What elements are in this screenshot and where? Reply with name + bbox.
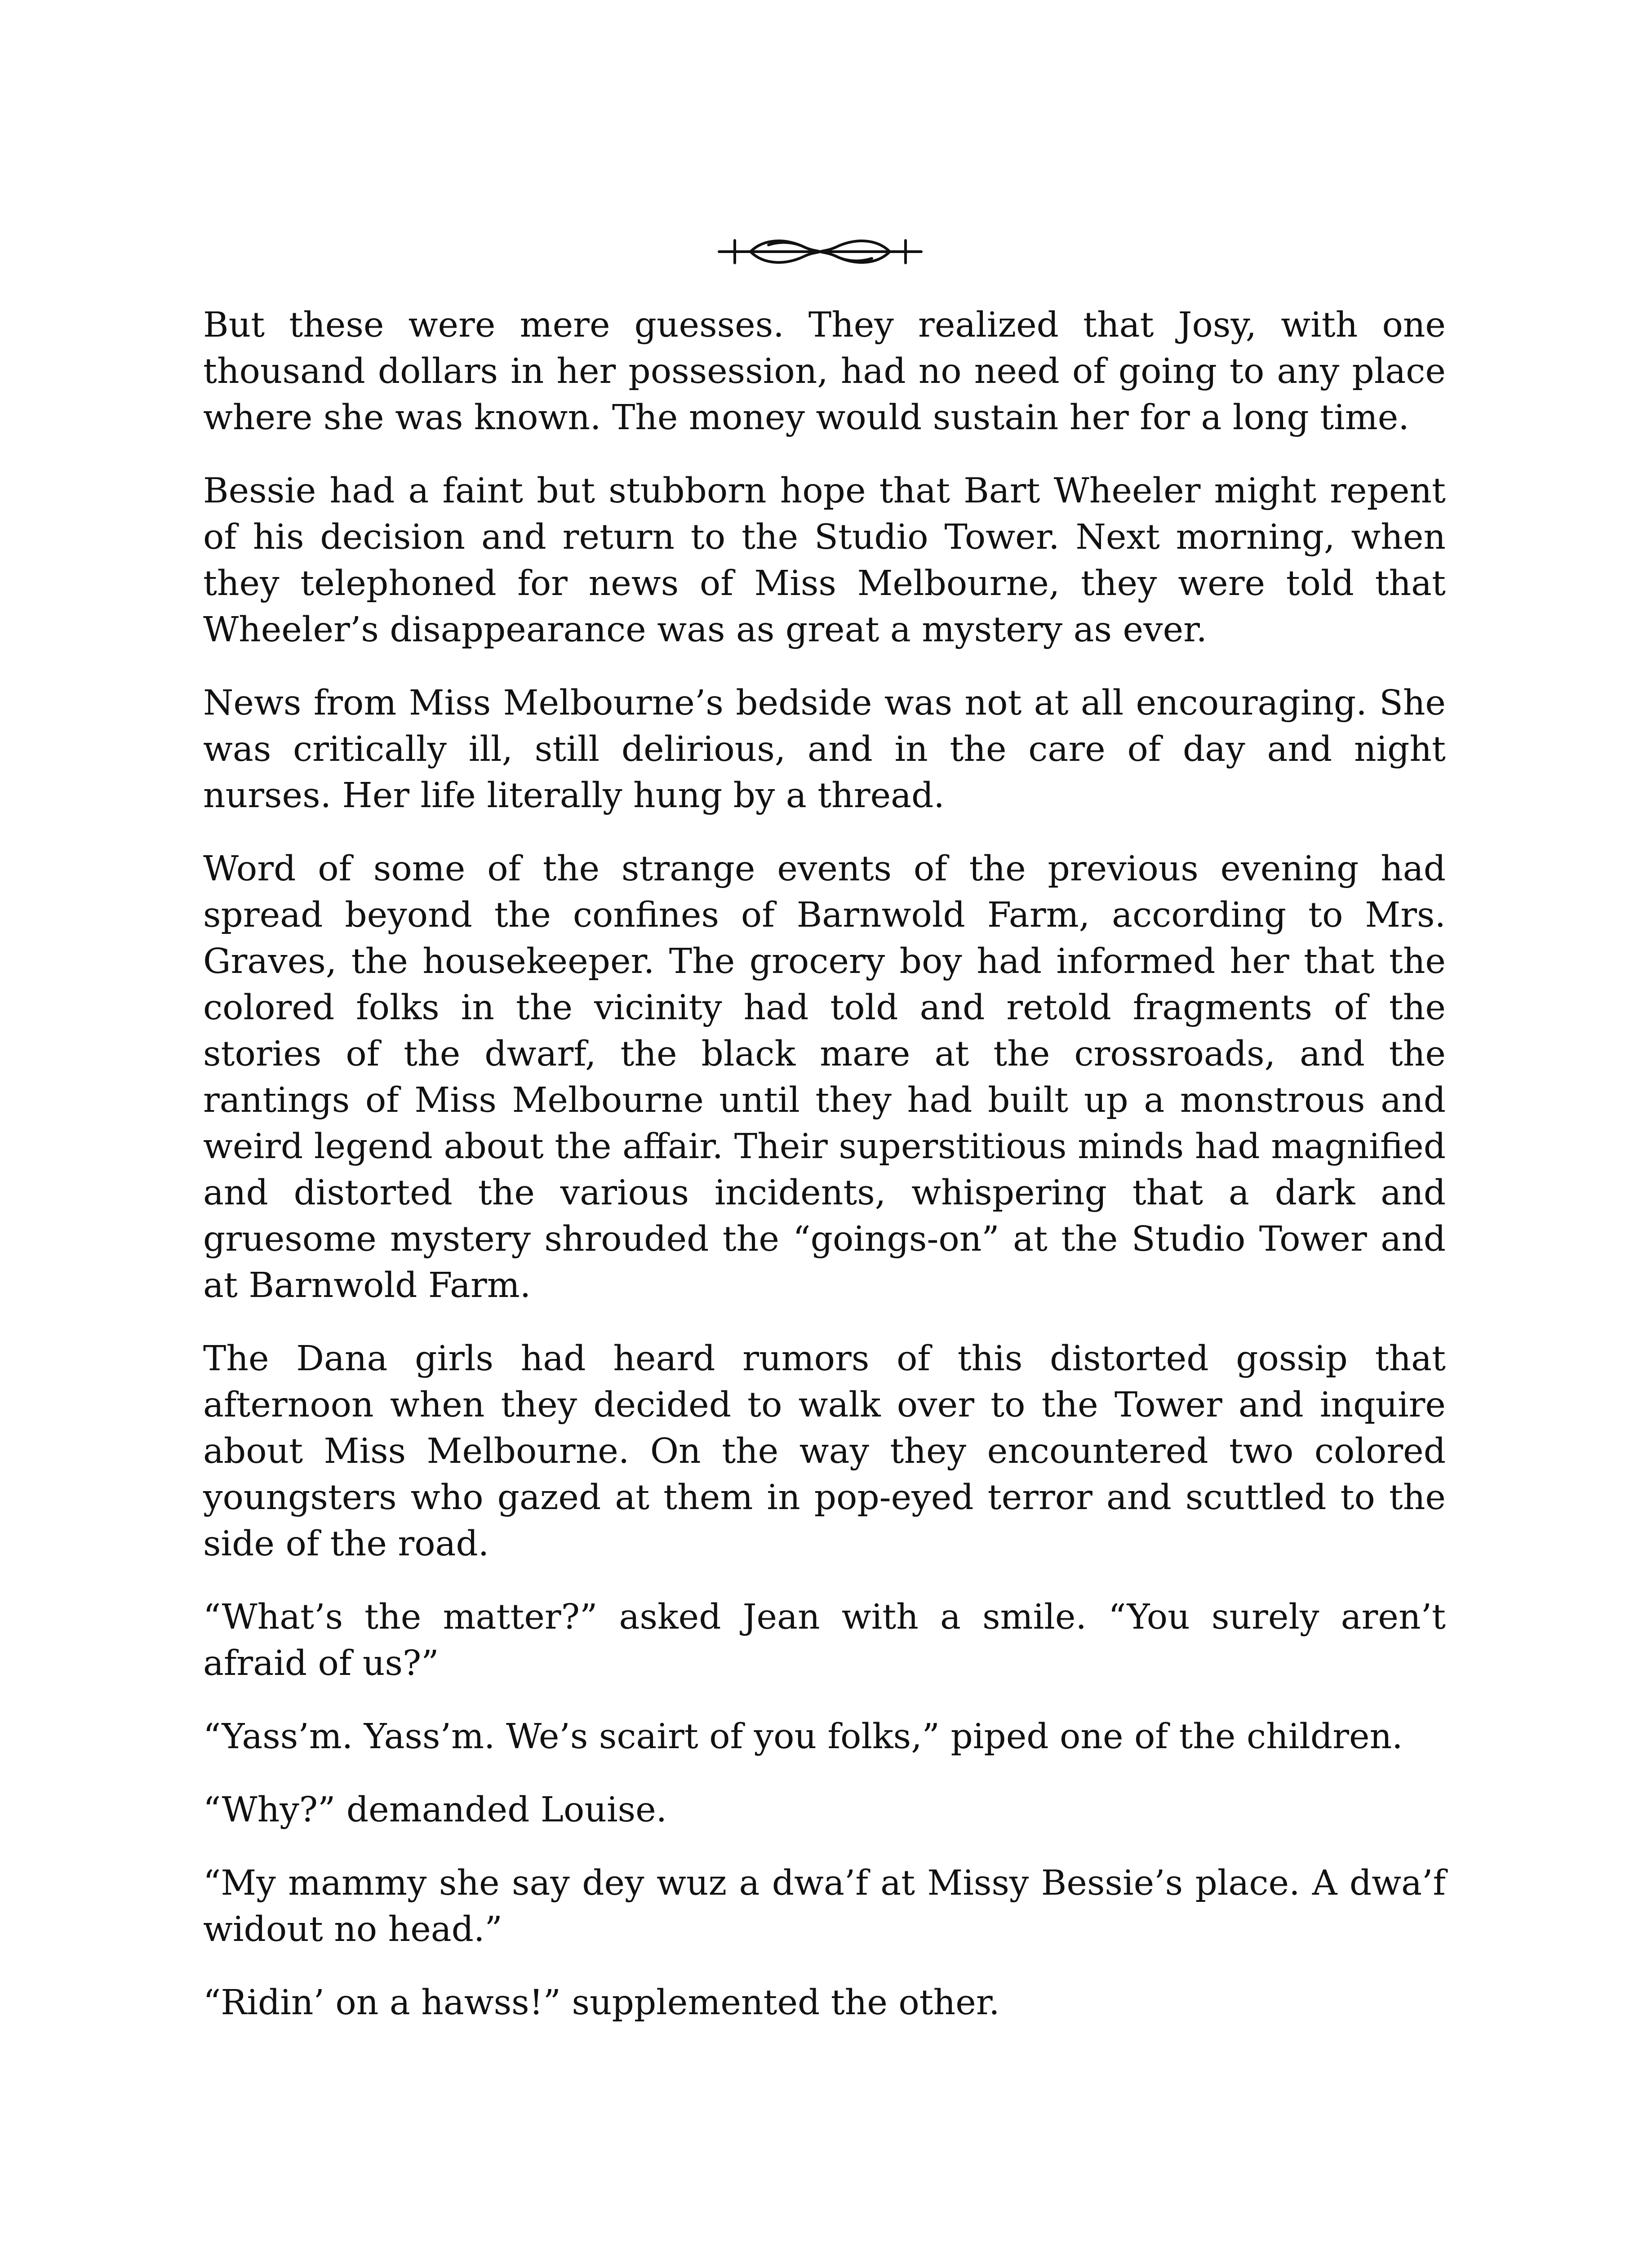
paragraph: “Why?” demanded Louise. xyxy=(203,1790,667,1830)
paragraph: “What’s the matter?” asked Jean with a smile. “You surely aren’t afraid of us?” xyxy=(203,1597,1446,1683)
paragraph: But these were mere guesses. They realized that Josy, with one thousand dollars in her possession, had no need of going to any place where she was known. The money would sustain her for a long time. xyxy=(203,305,1446,438)
paragraph: “Yass’m. Yass’m. We’s scairt of you folks,” piped one of the children. xyxy=(203,1717,1403,1757)
paragraph: Word of some of the strange events of the previous evening had spread beyond the confines of Barnwold Farm, according to Mrs. Graves, the housekeeper. The grocery boy had informed her that the colored folks in the vicinity had told and retold fragments of the stories of the dwarf, the black mare at the crossroads, and the rantings of Miss Melbourne until they had built up a monstrous and weird legend about the affair. Their superstitious minds had magnified and distorted the various incidents, whispering that a dark and gruesome mystery shrouded the “goings-on” at the Studio Tower and at Barnwold Farm. xyxy=(203,849,1446,1306)
paragraph: “Ridin’ on a hawss!” supplemented the other. xyxy=(203,1983,1000,2023)
paragraph: “My mammy she say dey wuz a dwa’f at Missy Bessie’s place. A dwa’f widout no head.” xyxy=(203,1863,1446,1949)
body-text xyxy=(203,302,1446,2026)
scroll-flourish-icon xyxy=(715,227,926,276)
paragraph: News from Miss Melbourne’s bedside was not at all encouraging. She was critically ill, still delirious, and in the care of day and night nurses. Her life literally hung by a thread. xyxy=(203,683,1446,816)
paragraph: Bessie had a faint but stubborn hope that Bart Wheeler might repent of his decision and return to the Studio Tower. Next morning, when they telephoned for news of Miss Melbourne, they were told that Wheeler’s disappearance was as great a mystery as ever. xyxy=(203,471,1446,650)
paragraph: The Dana girls had heard rumors of this distorted gossip that afternoon when they decided to walk over to the Tower and inquire about Miss Melbourne. On the way they encountered two colored youngsters who gazed at them in pop-eyed terror and scuttled to the side of the road. xyxy=(203,1339,1446,1564)
